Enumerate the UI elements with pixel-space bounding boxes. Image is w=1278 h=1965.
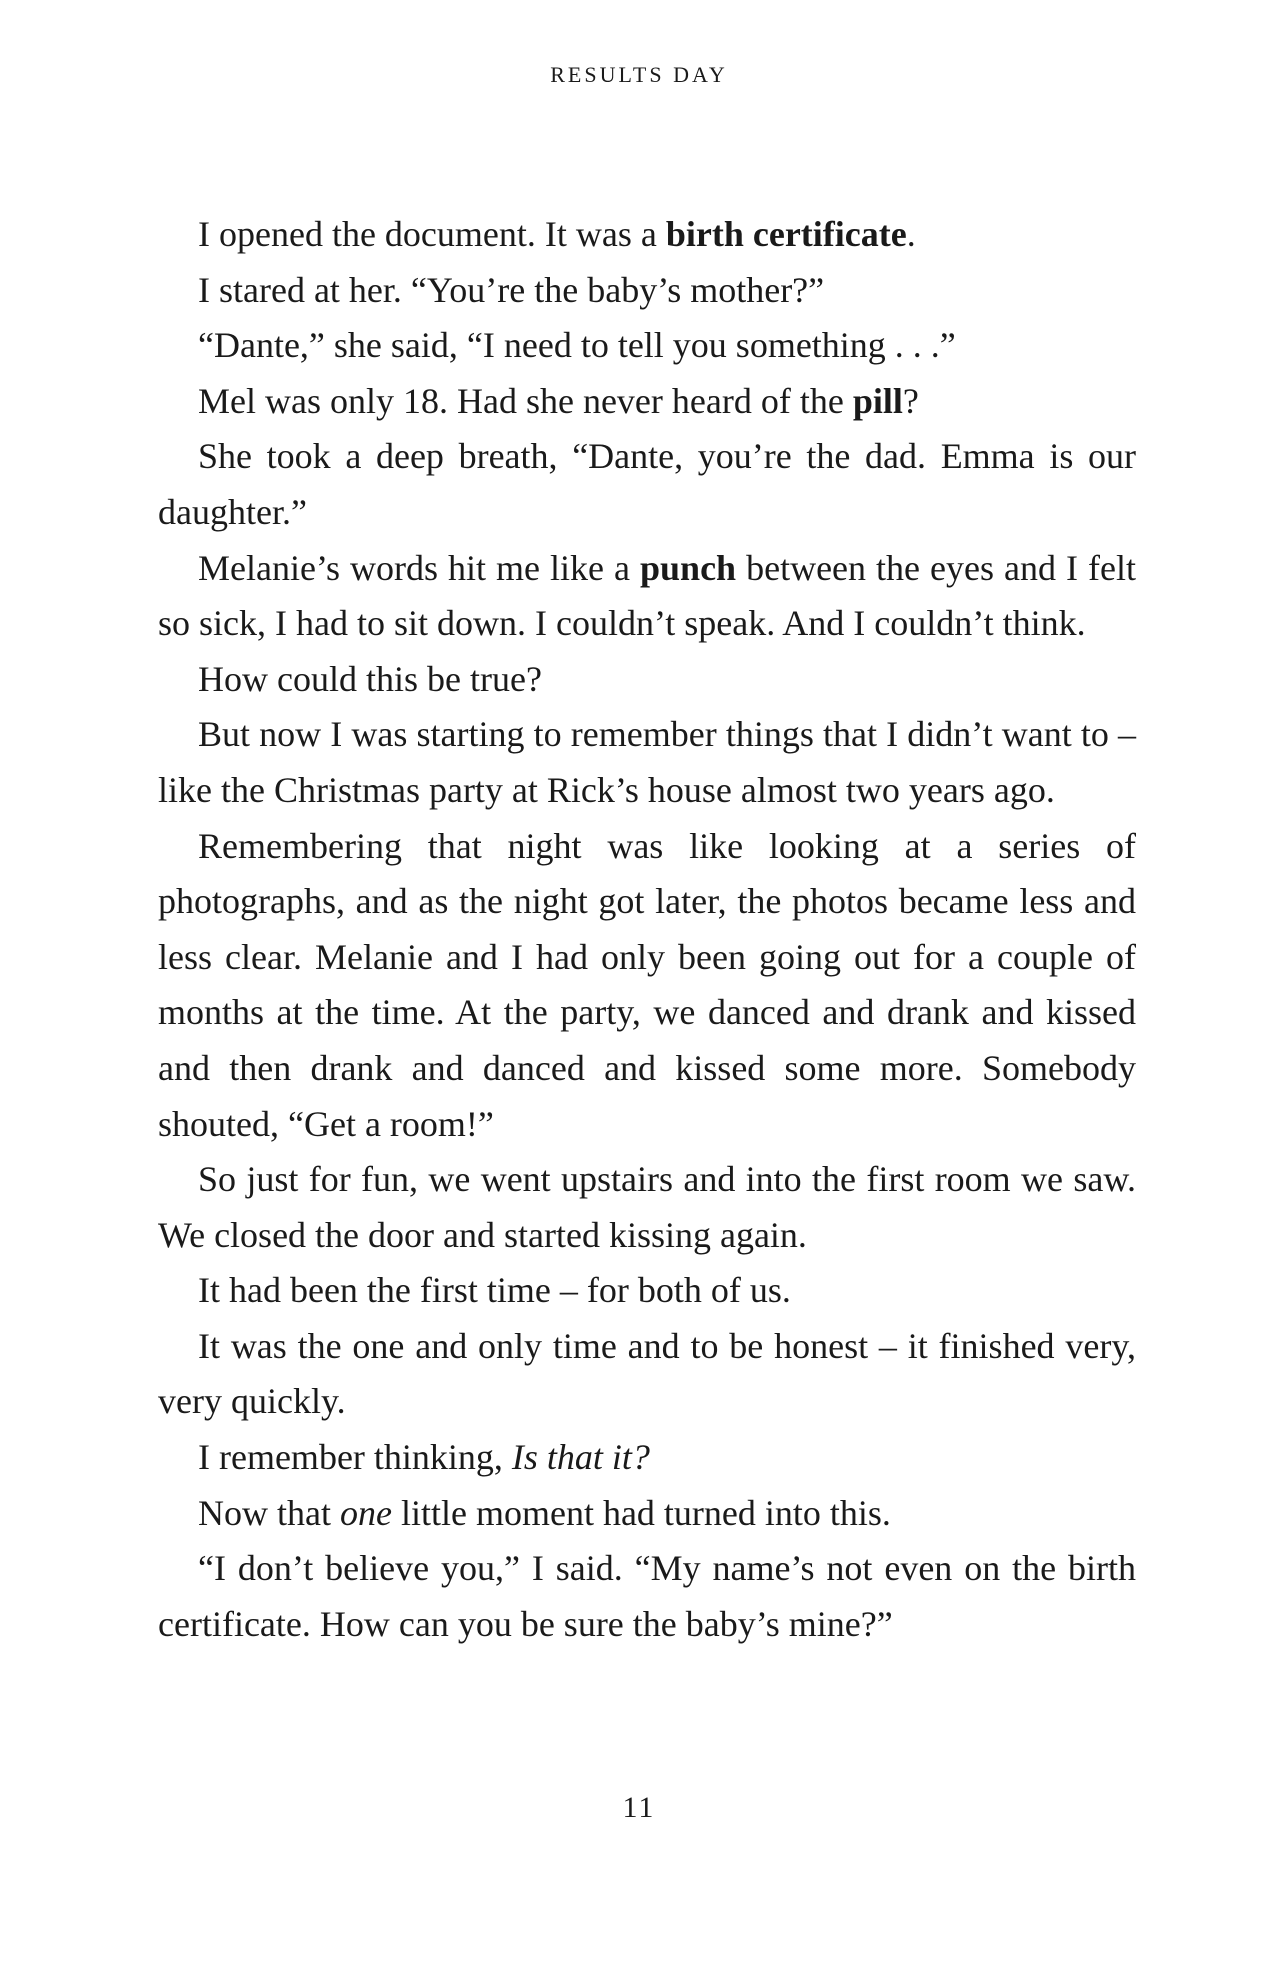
body-text	[158, 207, 1136, 1652]
paragraph	[158, 374, 1136, 430]
bold-term: pill	[852, 380, 903, 421]
paragraph	[158, 318, 1136, 374]
paragraph	[158, 652, 1136, 708]
text-run: Melanie’s words hit me like a	[198, 547, 640, 588]
bold-term: birth certificate	[665, 214, 907, 254]
text-run: So just for fun, we went upstairs and into the first room we saw. We closed the door and started kissing again.	[158, 1159, 1136, 1255]
text-run: ?	[902, 380, 919, 421]
bold-term: punch	[640, 547, 737, 588]
running-head: RESULTS DAY	[550, 62, 728, 87]
paragraph	[158, 207, 1136, 263]
text-run: She took a deep breath, “Dante, you’re the dad. Emma is our daughter.”	[158, 436, 1136, 532]
text-run: It had been the first time – for both of us.	[198, 1270, 791, 1311]
paragraph	[158, 1263, 1136, 1319]
paragraph	[158, 1430, 1136, 1486]
italic-phrase: one	[339, 1492, 392, 1533]
text-run: “I don’t believe you,” I said. “My name’s not even on the birth certificate. How can you be sure the baby’s mine?”	[158, 1548, 1136, 1644]
paragraph	[158, 263, 1136, 319]
text-run: Now that	[198, 1492, 340, 1533]
text-run: I stared at her. “You’re the baby’s mother?”	[198, 269, 825, 310]
text-run: But now I was starting to remember things that I didn’t want to – like the Christmas party at Rick’s house almost two years ago.	[158, 714, 1136, 810]
text-run: I remember thinking,	[198, 1437, 512, 1478]
italic-phrase: Is that it?	[511, 1437, 650, 1478]
text-run: little moment had turned into this.	[391, 1492, 891, 1533]
text-run: It was the one and only time and to be honest – it finished very, very quickly.	[158, 1325, 1136, 1422]
page-number: 11	[622, 1791, 656, 1824]
paragraph	[158, 541, 1136, 652]
paragraph	[158, 819, 1136, 1153]
paragraph	[158, 1152, 1136, 1263]
text-run: “Dante,” she said, “I need to tell you something . . .”	[198, 325, 956, 366]
paragraph	[158, 1319, 1136, 1430]
paragraph	[158, 1486, 1136, 1542]
paragraph	[158, 707, 1136, 818]
text-run: Remembering that night was like looking at a series of photographs, and as the night got later, the photos became less and less clear. Melanie and I had only been going out for a couple of months at the time. At the party, we danced and drank and kissed and then drank and danced and kissed some more. Somebody shouted, “Get a room!”	[158, 825, 1136, 1144]
text-run: .	[906, 214, 916, 254]
text-run: between the eyes and I felt so sick, I had to sit down. I couldn’t speak. And I couldn’t think.	[158, 547, 1136, 644]
paragraph	[158, 1541, 1136, 1652]
paragraph	[158, 429, 1136, 540]
text-run: Mel was only 18. Had she never heard of the	[198, 380, 853, 421]
text-run: I opened the document. It was a	[198, 214, 666, 254]
text-run: How could this be true?	[198, 658, 542, 699]
